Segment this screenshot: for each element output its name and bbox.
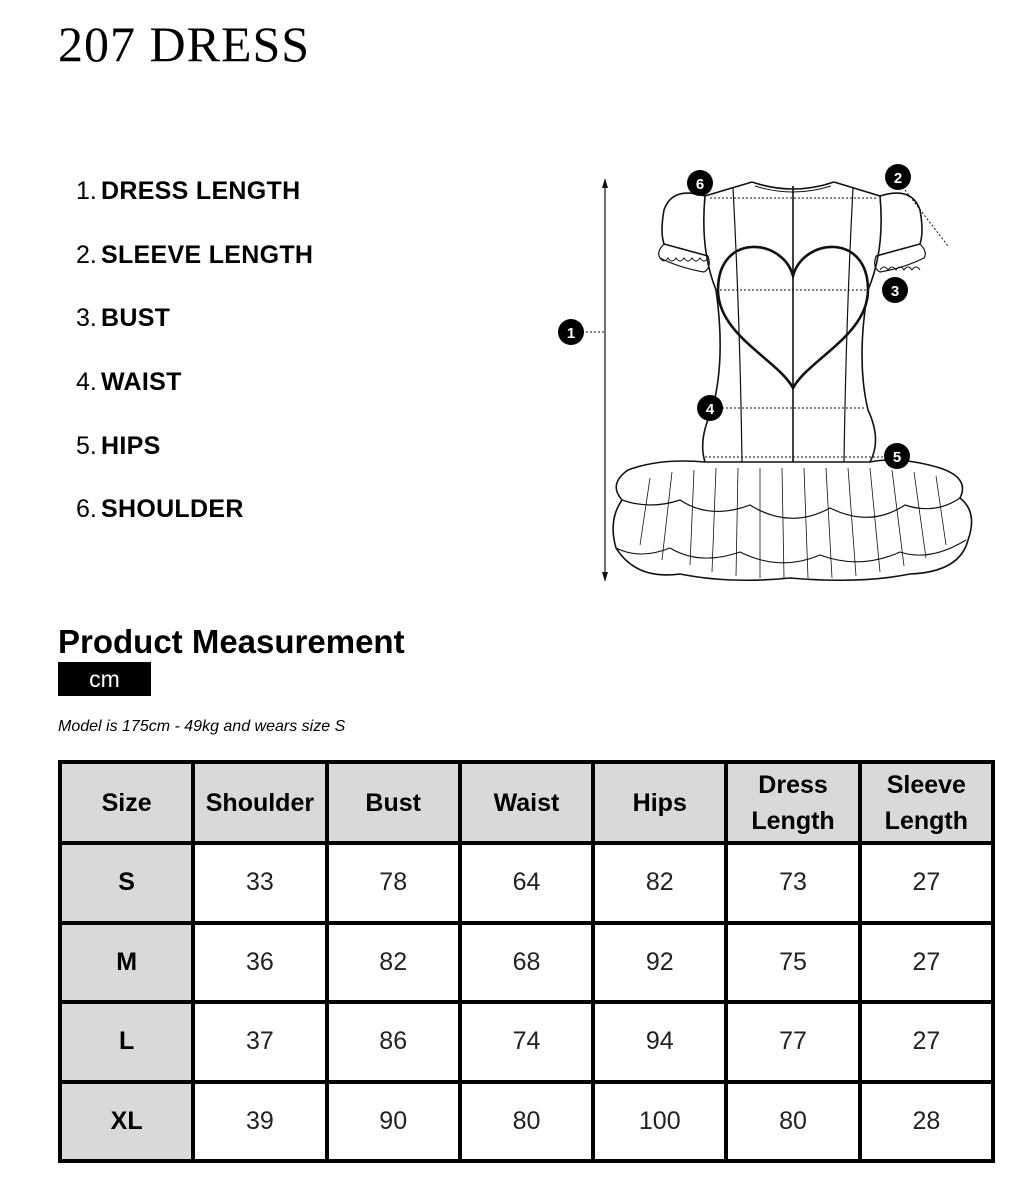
table-cell-size: XL <box>60 1082 193 1162</box>
table-cell: 75 <box>726 923 859 1003</box>
svg-text:3: 3 <box>890 283 900 300</box>
table-cell: 37 <box>193 1002 326 1082</box>
table-row <box>60 843 993 923</box>
svg-text:4: 4 <box>705 401 715 418</box>
svg-text:2: 2 <box>893 170 903 187</box>
point-label: SLEEVE LENGTH <box>101 240 314 269</box>
table-cell: 82 <box>327 923 460 1003</box>
table-cell: 94 <box>593 1002 726 1082</box>
table-cell: 78 <box>327 843 460 923</box>
table-cell: 33 <box>193 843 326 923</box>
table-cell: 82 <box>593 843 726 923</box>
dress-sketch-diagram <box>550 160 980 590</box>
point-number: 5. <box>76 431 97 460</box>
measure-point-shoulder <box>76 492 313 556</box>
marker-5 <box>884 443 910 469</box>
left-sleeve <box>662 193 708 256</box>
measure-point-sleeve-length <box>76 238 313 302</box>
table-row <box>60 1082 993 1162</box>
point-label: HIPS <box>101 431 161 460</box>
dress-length-arrow <box>582 178 608 582</box>
section-title: Product Measurement <box>58 623 405 660</box>
point-number: 6. <box>76 495 97 524</box>
point-label: WAIST <box>101 368 182 397</box>
marker-1 <box>558 319 584 345</box>
measure-point-bust <box>76 301 313 365</box>
marker-6 <box>687 170 713 196</box>
point-number: 1. <box>76 177 97 205</box>
table-cell-size: L <box>60 1002 193 1082</box>
measurement-points-list <box>76 174 313 556</box>
table-cell: 27 <box>860 1002 993 1082</box>
table-cell: 27 <box>860 843 993 923</box>
table-cell: 90 <box>327 1082 460 1162</box>
measure-point-hips <box>76 429 313 493</box>
table-cell: 28 <box>860 1082 993 1162</box>
table-header-row <box>60 762 993 843</box>
point-label: BUST <box>101 304 171 333</box>
header-size: Size <box>60 762 193 843</box>
point-label: SHOULDER <box>101 495 244 524</box>
table-cell: 77 <box>726 1002 859 1082</box>
point-number: 4. <box>76 368 97 397</box>
table-cell: 73 <box>726 843 859 923</box>
table-cell: 39 <box>193 1082 326 1162</box>
table-cell: 74 <box>460 1002 593 1082</box>
measure-point-dress-length <box>76 174 313 238</box>
table-cell: 86 <box>327 1002 460 1082</box>
marker-2 <box>885 164 911 190</box>
table-cell: 27 <box>860 923 993 1003</box>
header-shoulder: Shoulder <box>193 762 326 843</box>
marker-3 <box>882 277 908 303</box>
svg-text:6: 6 <box>695 176 705 193</box>
table-cell: 80 <box>460 1082 593 1162</box>
model-note: Model is 175cm - 49kg and wears size S <box>58 718 346 735</box>
header-bust: Bust <box>327 762 460 843</box>
point-number: 3. <box>76 304 97 333</box>
table-row <box>60 1002 993 1082</box>
measure-point-waist <box>76 365 313 429</box>
skirt-pleats <box>640 468 946 578</box>
table-cell: 92 <box>593 923 726 1003</box>
table-cell: 100 <box>593 1082 726 1162</box>
marker-4 <box>697 395 723 421</box>
svg-text:1: 1 <box>566 325 576 342</box>
header-dress-length: Dress Length <box>726 762 859 843</box>
table-cell-size: M <box>60 923 193 1003</box>
table-cell: 68 <box>460 923 593 1003</box>
table-cell: 80 <box>726 1082 859 1162</box>
point-number: 2. <box>76 240 97 269</box>
table-cell: 36 <box>193 923 326 1003</box>
table-cell: 64 <box>460 843 593 923</box>
page-title: 207 DRESS <box>58 16 311 72</box>
point-label: DRESS LENGTH <box>101 177 301 205</box>
svg-text:5: 5 <box>892 449 902 466</box>
header-sleeve-length: Sleeve Length <box>860 762 993 843</box>
table-row <box>60 923 993 1003</box>
header-waist: Waist <box>460 762 593 843</box>
unit-badge: cm <box>58 662 151 696</box>
size-chart-table <box>58 760 995 1163</box>
header-hips: Hips <box>593 762 726 843</box>
table-cell-size: S <box>60 843 193 923</box>
